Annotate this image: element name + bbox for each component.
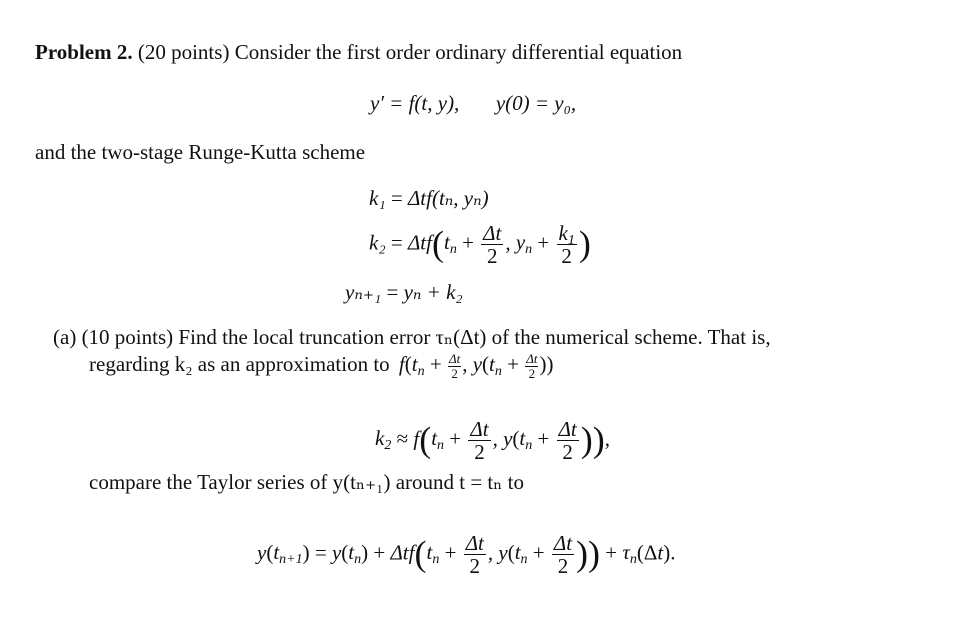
k2-lhs: k₂	[369, 230, 386, 255]
k2-approximation: $k_2 \approx f(t_n$ + $\frac{\Delta t}{2}$ , $y(t_n$ + $\frac{\Delta t}{2}$ )),	[375, 417, 610, 465]
yn1-lhs: yₙ₊₁	[345, 280, 382, 304]
part-a-points: (10 points)	[81, 325, 174, 349]
approx-frac-dt-1: $\frac{\Delta t}{2}$	[470, 417, 489, 465]
k1-lhs: k₁	[369, 186, 386, 210]
inline-frac-dt-1: $\frac{\Delta t}{2}$	[448, 351, 461, 381]
part-a-line1	[53, 327, 771, 348]
yn1-rhs: yₙ + k₂	[403, 280, 463, 304]
scheme-k1: k₁ = Δtf(tₙ, yₙ)	[369, 186, 489, 210]
taylor-target-equation: $y(t_{n+1}) = y(t_n) + \Delta tf(t_n$ + $\frac{\Delta t}{2}$ , $y(t_n$ + $\frac{\Delta t}{2}$ )) + $\tau_n(\Delta t)$.	[257, 531, 676, 579]
part-a-text: Find the local truncation error τₙ(Δt) of the numerical scheme. That is,	[178, 325, 771, 349]
problem-statement: Consider the first order ordinary differential equation	[234, 40, 683, 64]
part-a-regarding: regarding k₂ as an approximation to	[89, 351, 390, 376]
k2-frac-k1: $\frac{k_1}{2}$	[558, 221, 575, 269]
part-a-line2: regarding k₂ as an approximation to $f(t_n$ + $\frac{\Delta t}{2}$ , $y(t_n$ + $\frac{\Delta t}{2}$ ))	[89, 351, 554, 381]
approx-frac-dt-2: $\frac{\Delta t}{2}$	[558, 417, 577, 465]
problem-points: (20 points)	[137, 40, 230, 64]
ode-initial-condition: y(0) = y₀,	[495, 91, 577, 115]
k2-frac-dt: $\frac{\Delta t}{2}$	[483, 221, 502, 269]
part-a-label: (a)	[53, 325, 77, 349]
inline-frac-dt-2: $\frac{\Delta t}{2}$	[526, 351, 538, 381]
final-frac-dt-2: $\frac{\Delta t}{2}$	[553, 531, 573, 579]
final-frac-dt-1: $\frac{\Delta t}{2}$	[465, 531, 484, 579]
problem-label: Problem 2.	[35, 40, 133, 64]
scheme-k2: $k_2 = \Delta tf(t_n$ + $\frac{\Delta t}{2}$ , $y_n$ + $\frac{k_1}{2}$ )	[369, 221, 591, 269]
compare-text: compare the Taylor series of y(tₙ₊₁) around t = tₙ to	[89, 470, 524, 494]
ode-equation	[370, 93, 576, 114]
scheme-intro-text: and the two-stage Runge-Kutta scheme	[35, 140, 366, 164]
problem-heading-line	[35, 42, 682, 63]
k1-rhs: Δtf(tₙ, yₙ)	[407, 186, 489, 210]
scheme-yn1: yₙ₊₁ = yₙ + k₂	[345, 280, 463, 304]
ode-main: y′ = f(t, y),	[370, 91, 460, 115]
